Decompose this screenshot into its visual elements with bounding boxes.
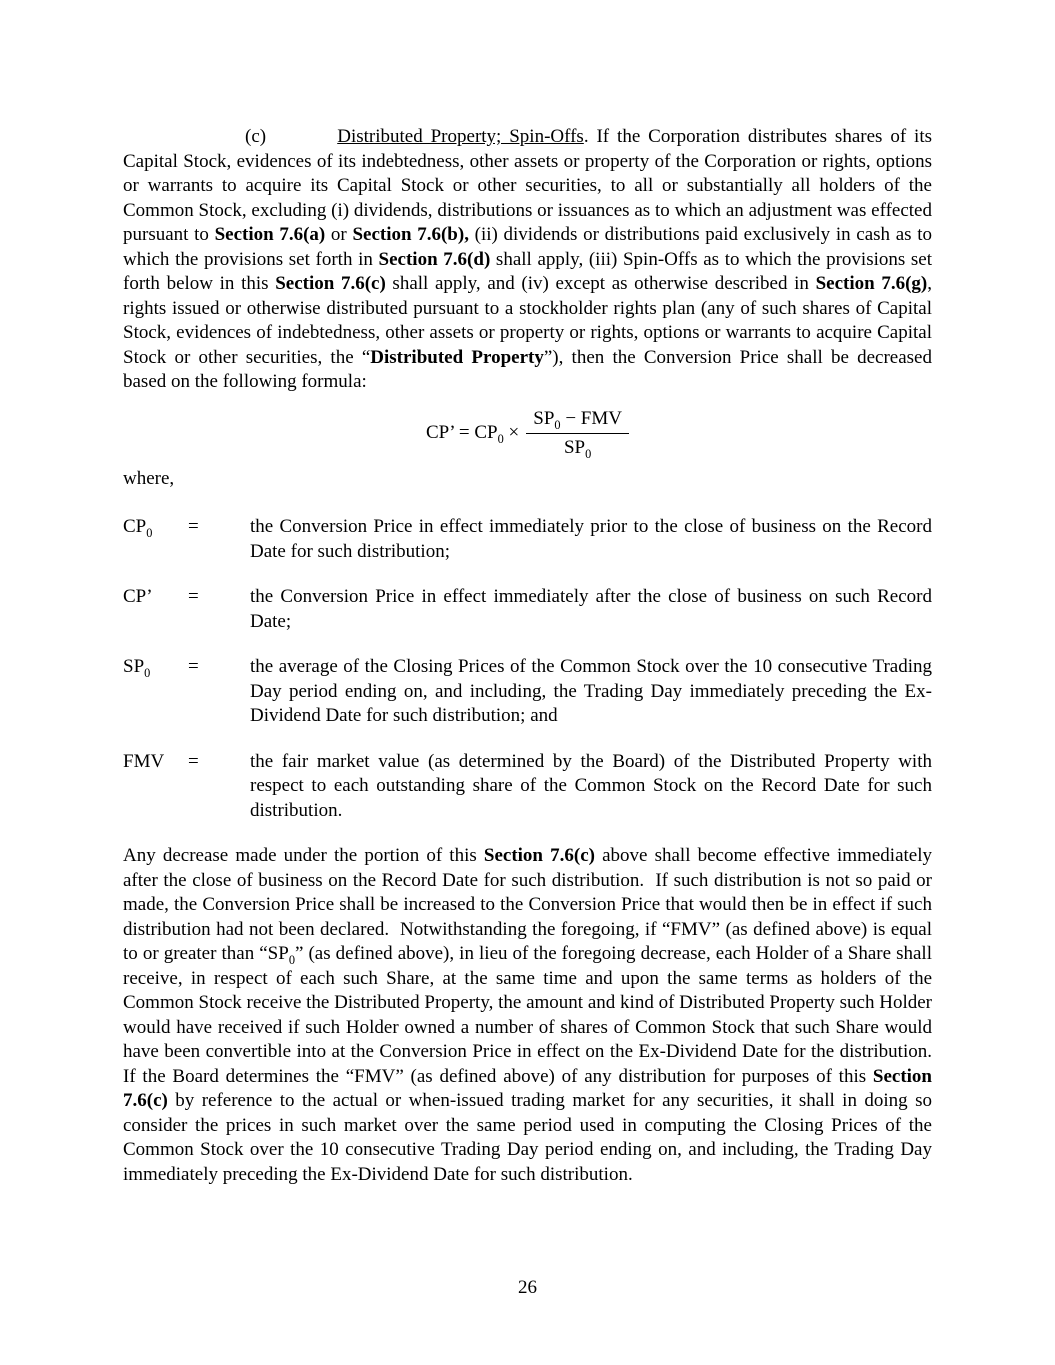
equals-sign: = bbox=[188, 586, 199, 607]
definition-term: CP’ bbox=[123, 586, 153, 607]
formula-denominator: $SP_0$ bbox=[563, 437, 592, 461]
definition-text: the average of the Closing Prices of the Common Stock over the 10 consecutive Trading Day period ending on, and including, the Trading Day immediately preceding the Ex-Dividend Date for such distribution; and bbox=[250, 656, 932, 726]
where-label: where, bbox=[123, 467, 175, 489]
definition-row bbox=[123, 655, 932, 729]
equals-sign: = bbox=[188, 656, 199, 677]
paragraph-distributed-property-spin-offs: (c) Distributed Property; Spin-Offs. If the Corporation distributes shares of its Capital Stock, evidences of its indebtedness, other assets or property of the Corporation or rights, options or warrants to acquire its Capital Stock or other securities, to all or substantially all holders of the Common Stock, excluding (i) dividends, distributions or issuances as to which an adjustment was effected pursuant to Section 7.6(a) or Section 7.6(b), (ii) dividends or distributions paid exclusively in cash as to which the provisions set forth in Section 7.6(d) shall apply, (iii) Spin-Offs as to which the provisions set forth below in this Section 7.6(c) shall apply, and (iv) except as otherwise described in Section 7.6(g), rights issued or otherwise distributed pursuant to a stockholder rights plan (any of such shares of Capital Stock, evidences of indebtedness, other assets or property or rights, options or warrants to acquire Capital Stock or other securities, the “Distributed Property”), then the Conversion Price shall be decreased based on the following formula: bbox=[123, 126, 937, 392]
conversion-price-formula bbox=[123, 407, 932, 461]
definition-row bbox=[123, 515, 932, 564]
page-number: 26 bbox=[518, 1277, 537, 1298]
definition-text: the Conversion Price in effect immediately after the close of business on such Record Date; bbox=[250, 586, 932, 632]
definition-term: FMV bbox=[123, 750, 165, 772]
definition-term: $CP_0$ bbox=[123, 516, 153, 540]
paragraph-any-decrease: Any decrease made under the portion of this Section 7.6(c) above shall become effective immediately after the close of business on the Record Date for such distribution. If such distribution is not so paid or made, the Conversion Price shall be increased to the Conversion Price that would then be in effect if such distribution had not been declared. Notwithstanding the foregoing, if “FMV” (as defined above) is equal to or greater than “$SP_0$” (as defined above), in lieu of the foregoing decrease, each Holder of a Share shall receive, in respect of each such Share, at the same time and upon the same terms as holders of the Common Stock receive the Distributed Property, the amount and kind of Distributed Property such Holder would have received if such Holder owned a number of shares of Common Stock that such Share would have been convertible into at the Conversion Price in effect on the Ex-Dividend Date for the distribution. If the Board determines the “FMV” (as defined above) of any distribution for purposes of this Section 7.6(c) by reference to the actual or when-issued trading market for any securities, it shall in doing so consider the prices in such market over the same period used in computing the Closing Prices of the Common Stock over the 10 consecutive Trading Day period ending on, and including, the Trading Day immediately preceding the Ex-Dividend Date for such distribution. bbox=[123, 845, 942, 1185]
definition-term: $SP_0$ bbox=[123, 656, 151, 680]
equals-sign: = bbox=[188, 516, 199, 537]
formula-numerator: $SP_0$ − FMV bbox=[526, 407, 629, 435]
equals-sign: = bbox=[188, 750, 199, 772]
definition-row bbox=[123, 750, 932, 824]
formula-left-side: CP’ = $CP_0$ × bbox=[426, 422, 520, 447]
formula-fraction bbox=[526, 407, 629, 461]
definition-text: the Conversion Price in effect immediately prior to the close of business on the Record Date for such distribution; bbox=[250, 516, 932, 562]
definition-row bbox=[123, 585, 932, 634]
definition-text: the fair market value (as determined by the Board) of the Distributed Property with respect to each outstanding share of the Common Stock on the Record Date for such distribution. bbox=[250, 750, 932, 821]
definition-list bbox=[123, 515, 932, 823]
